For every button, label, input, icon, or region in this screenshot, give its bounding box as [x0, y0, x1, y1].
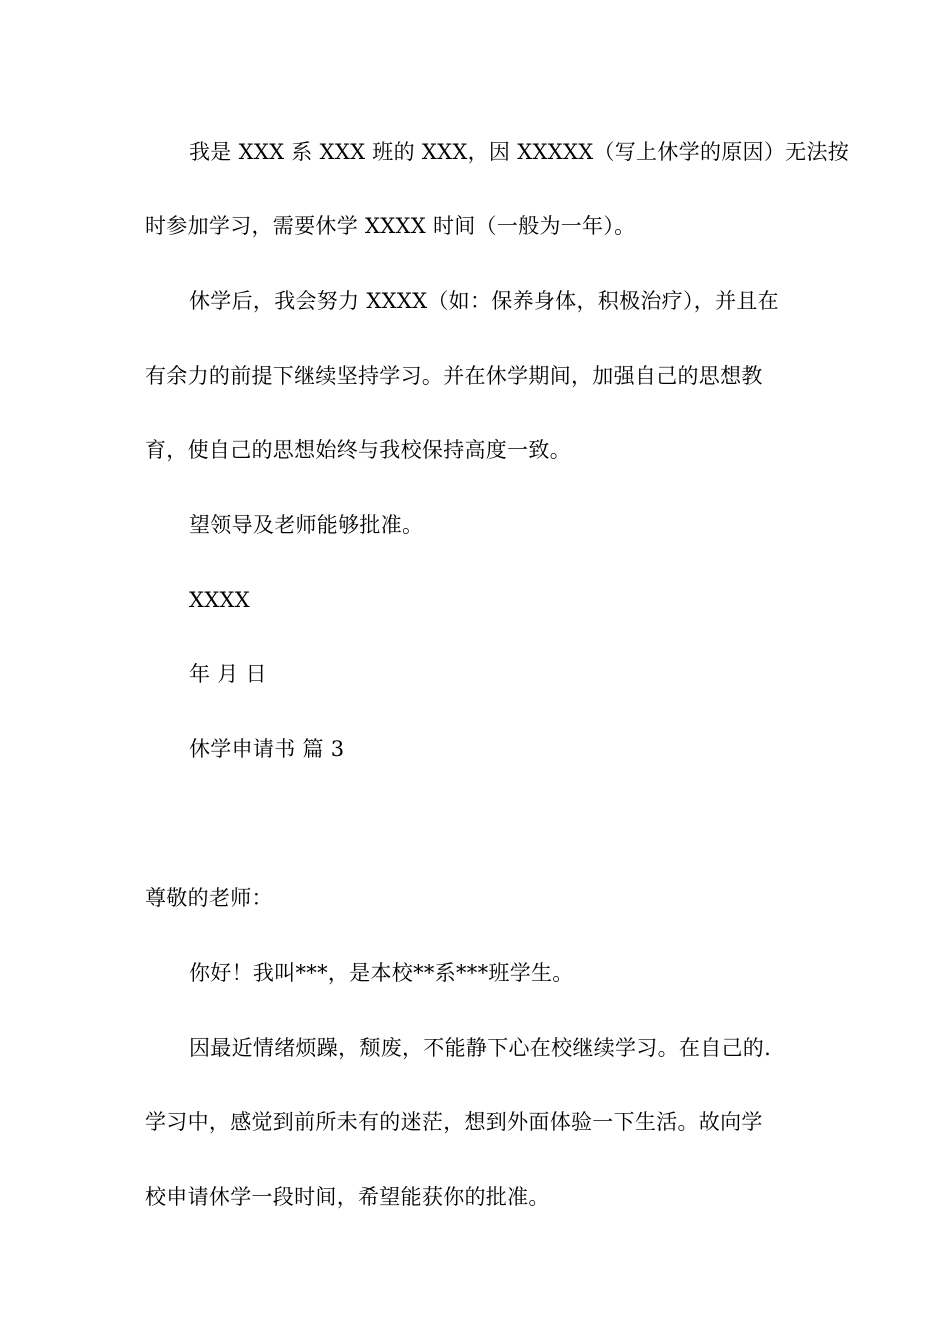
date-line: 年 月 日 [189, 662, 267, 686]
paragraph-1-line-2: 时参加学习，需要休学 XXXX 时间（一般为一年）。 [145, 214, 636, 238]
section-heading: 休学申请书 篇 3 [189, 737, 345, 761]
paragraph-2-line-3: 育，使自己的思想始终与我校保持高度一致。 [145, 438, 571, 462]
paragraph-2-line-1: 休学后，我会努力 XXXX（如：保养身体，积极治疗），并且在 [189, 289, 779, 313]
greeting-line: 你好！我叫***，是本校**系***班学生。 [189, 961, 574, 985]
paragraph-3-line-2: 学习中，感觉到前所未有的迷茫，想到外面体验一下生活。故向学 [145, 1110, 763, 1134]
approval-request-line: 望领导及老师能够批准。 [189, 513, 424, 537]
paragraph-3-line-3: 校申请休学一段时间，希望能获你的批准。 [145, 1185, 550, 1209]
paragraph-1-line-1: 我是 XXX 系 XXX 班的 XXX，因 XXXXX（写上休学的原因）无法按 [189, 140, 850, 164]
paragraph-2-line-2: 有余力的前提下继续坚持学习。并在休学期间，加强自己的思想教 [145, 364, 763, 388]
signature-line: XXXX [189, 588, 251, 612]
salutation: 尊敬的老师： [145, 886, 273, 910]
paragraph-3-line-1: 因最近情绪烦躁，颓废，不能静下心在校继续学习。在自己的. [189, 1036, 772, 1060]
